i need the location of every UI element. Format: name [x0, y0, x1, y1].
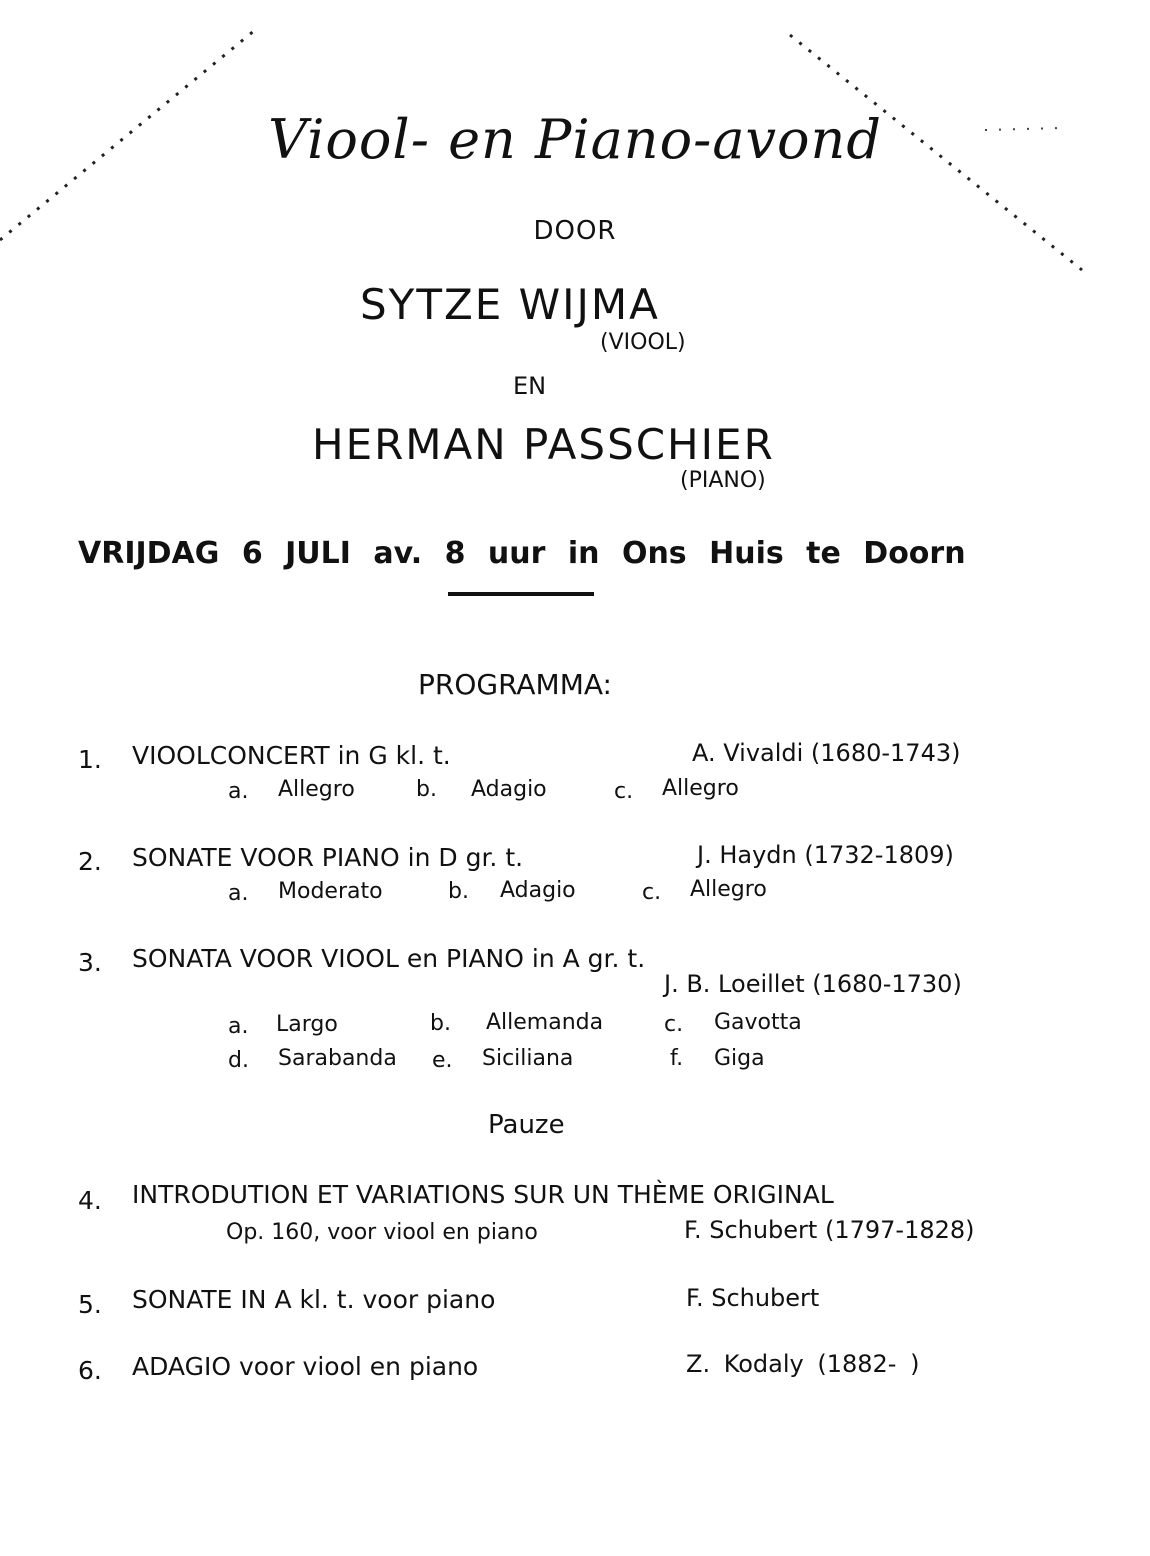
movement-name: Moderato: [278, 879, 383, 904]
item-subtitle: Op. 160, voor viool en piano: [226, 1220, 538, 1245]
movement-name: Adagio: [500, 878, 576, 903]
movement-letter: f.: [670, 1046, 684, 1071]
movement-letter: c.: [664, 1012, 684, 1037]
item-title: SONATE IN A kl. t. voor piano: [132, 1285, 496, 1314]
movement-letter: e.: [432, 1048, 453, 1073]
date-line: VRIJDAG 6 JULI av. 8 uur in Ons Huis te Doorn: [78, 536, 966, 571]
performer-2-instrument: (PIANO): [680, 468, 766, 493]
item-composer: J. B. Loeillet (1680-1730): [664, 970, 962, 998]
item-number: 1.: [78, 745, 102, 774]
movement-name: Allegro: [662, 776, 739, 801]
item-title: ADAGIO voor viool en piano: [132, 1352, 479, 1381]
performer-1-instrument: (VIOOL): [600, 330, 686, 355]
item-composer: F. Schubert: [686, 1284, 820, 1312]
movement-letter: a.: [228, 779, 249, 804]
movement-name: Allemanda: [486, 1010, 604, 1035]
and-label: EN: [513, 372, 547, 400]
movement-name: Gavotta: [714, 1010, 802, 1035]
item-number: 5.: [78, 1290, 102, 1319]
item-title: VIOOLCONCERT in G kl. t.: [132, 741, 451, 770]
item-number: 3.: [78, 948, 102, 977]
item-title: SONATA VOOR VIOOL en PIANO in A gr. t.: [132, 944, 646, 973]
movement-letter: b.: [430, 1011, 451, 1036]
item-title: INTRODUTION ET VARIATIONS SUR UN THÈME ORIGINAL: [132, 1180, 834, 1209]
item-number: 6.: [78, 1356, 102, 1385]
item-number: 2.: [78, 847, 102, 876]
item-composer: F. Schubert (1797-1828): [684, 1216, 975, 1244]
movement-name: Sarabanda: [278, 1046, 397, 1071]
movement-name: Giga: [714, 1046, 765, 1071]
movement-name: Largo: [276, 1012, 338, 1037]
item-number: 4.: [78, 1186, 102, 1215]
item-composer: Z. Kodaly (1882- ): [686, 1350, 920, 1378]
movement-letter: d.: [228, 1048, 249, 1073]
movement-letter: a.: [228, 1014, 249, 1039]
divider-line: [448, 592, 594, 596]
movement-letter: c.: [614, 779, 634, 804]
movement-letter: a.: [228, 881, 249, 906]
intermission-label: Pauze: [488, 1110, 565, 1140]
movement-letter: b.: [448, 879, 469, 904]
concert-title: Viool- en Piano-avond: [268, 108, 882, 171]
movement-name: Siciliana: [482, 1046, 574, 1071]
program-heading: PROGRAMMA:: [418, 668, 612, 701]
movement-name: Adagio: [471, 777, 547, 802]
by-label: DOOR: [533, 216, 617, 246]
movement-letter: c.: [642, 880, 662, 905]
item-composer: A. Vivaldi (1680-1743): [692, 739, 961, 767]
performer-2-name: HERMAN PASSCHIER: [312, 420, 775, 469]
movement-name: Allegro: [690, 877, 767, 902]
performer-1-name: SYTZE WIJMA: [360, 280, 660, 329]
item-title: SONATE VOOR PIANO in D gr. t.: [132, 843, 524, 872]
movement-name: Allegro: [278, 777, 355, 802]
movement-letter: b.: [416, 777, 437, 802]
item-composer: J. Haydn (1732-1809): [697, 841, 954, 869]
